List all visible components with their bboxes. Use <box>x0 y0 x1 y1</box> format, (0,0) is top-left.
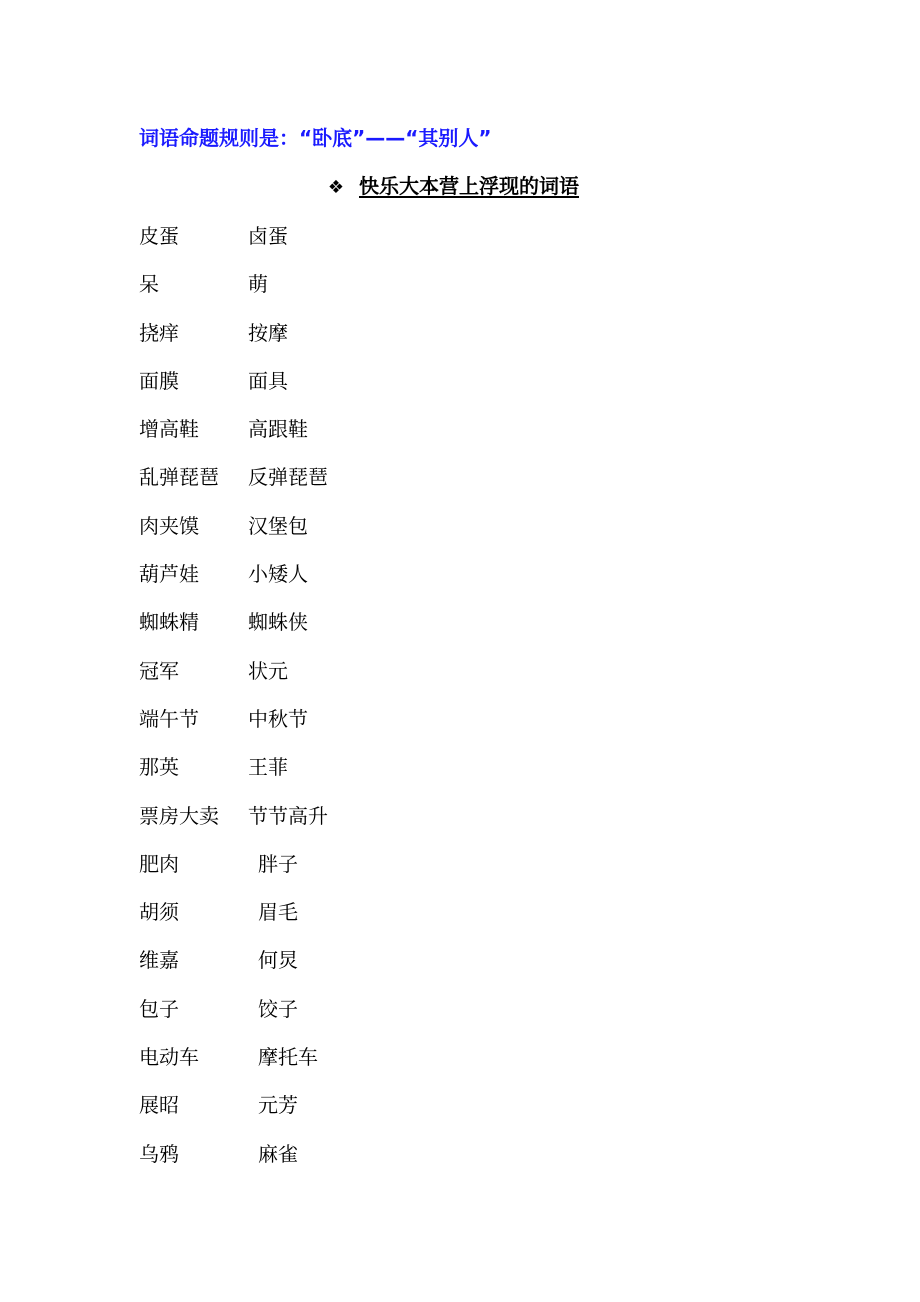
word-b: 胖子 <box>258 851 298 876</box>
word-b: 高跟鞋 <box>248 417 308 442</box>
word-a: 端午节 <box>139 706 199 731</box>
word-b: 中秋节 <box>248 706 308 731</box>
word-b: 节节高升 <box>248 803 328 828</box>
word-a: 胡须 <box>139 900 179 925</box>
word-a: 电动车 <box>139 1045 199 1070</box>
word-a: 肥肉 <box>139 851 179 876</box>
word-b: 卤蛋 <box>248 224 288 248</box>
word-a: 增高鞋 <box>139 417 199 442</box>
word-b: 面具 <box>248 368 288 393</box>
word-a: 皮蛋 <box>139 224 179 248</box>
word-b: 反弹琵琶 <box>248 465 328 490</box>
word-b: 萌 <box>248 272 268 297</box>
word-a: 肉夹馍 <box>139 513 199 538</box>
word-a: 维嘉 <box>139 948 179 973</box>
word-a: 葫芦娃 <box>139 562 199 587</box>
section-heading <box>325 172 579 202</box>
word-a: 票房大卖 <box>139 803 219 828</box>
word-b: 王菲 <box>248 755 288 780</box>
word-a: 包子 <box>139 996 179 1021</box>
word-a: 挠痒 <box>139 320 179 345</box>
word-a: 呆 <box>139 272 159 297</box>
word-b: 饺子 <box>258 996 298 1021</box>
word-b: 状元 <box>248 658 288 683</box>
section-title: 快乐大本营上浮现的词语 <box>359 174 579 198</box>
word-a: 冠军 <box>139 658 179 683</box>
word-b: 摩托车 <box>258 1045 318 1070</box>
word-b: 小矮人 <box>248 562 308 587</box>
word-b: 何炅 <box>258 948 298 973</box>
word-b: 眉毛 <box>258 900 298 925</box>
word-b: 麻雀 <box>258 1141 298 1166</box>
word-a: 乌鸦 <box>139 1141 179 1166</box>
word-b: 蜘蛛侠 <box>248 610 308 635</box>
diamond-bullet-icon: ❖ <box>327 177 345 198</box>
word-a: 那英 <box>139 755 179 780</box>
word-b: 元芳 <box>258 1093 298 1118</box>
word-a: 面膜 <box>139 368 179 393</box>
word-a: 乱弹琵琶 <box>139 465 219 490</box>
rule-statement: 词语命题规则是：“卧底”——“其别人” <box>139 126 492 150</box>
word-b: 汉堡包 <box>248 513 308 538</box>
word-a: 蜘蛛精 <box>139 610 199 635</box>
word-b: 按摩 <box>248 320 288 345</box>
word-a: 展昭 <box>139 1093 179 1118</box>
